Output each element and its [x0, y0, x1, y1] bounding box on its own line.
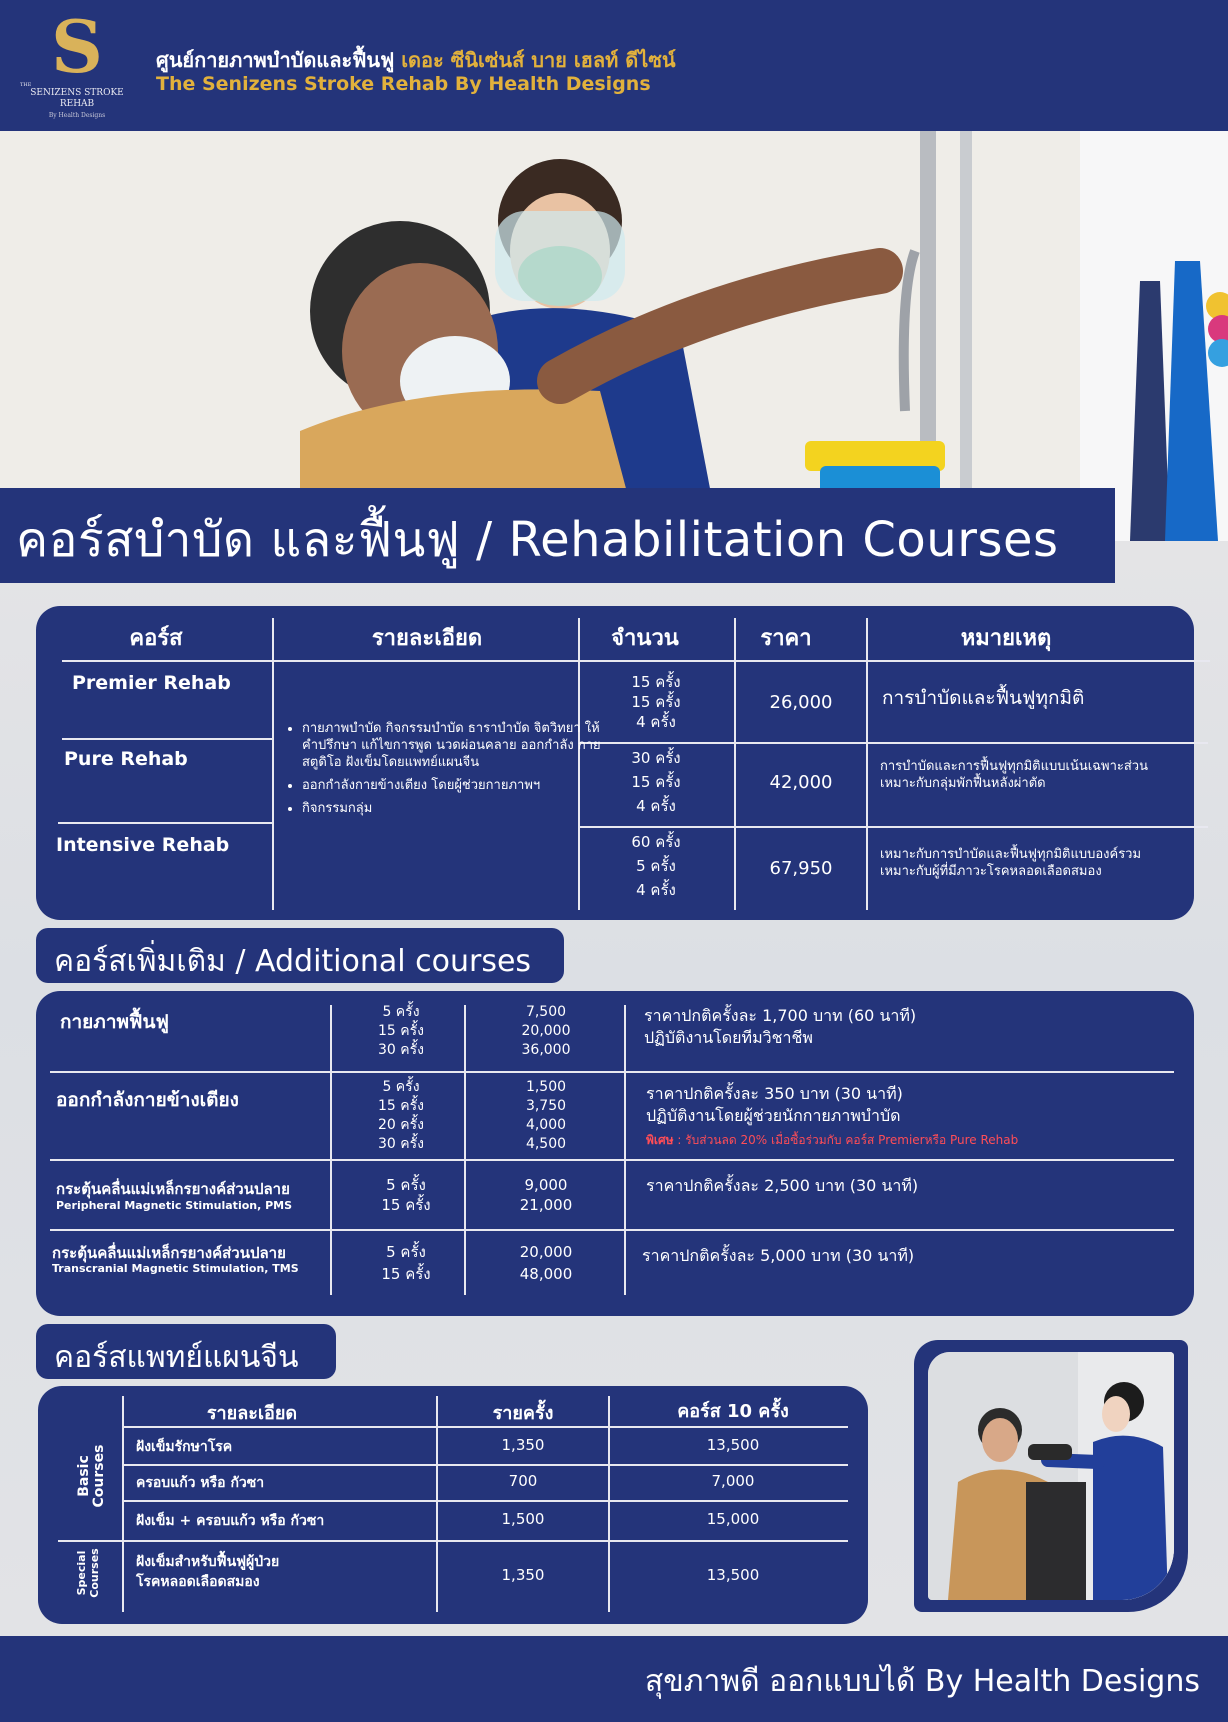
qty-value: 5 ครั้ง: [386, 1176, 426, 1194]
note-cell: การบำบัดและฟื้นฟูทุกมิติ: [882, 687, 1085, 709]
qty-value: 15 ครั้ง: [378, 1023, 424, 1039]
qty-value: 20 ครั้ง: [378, 1117, 424, 1133]
price-value: 4,000: [525, 1117, 567, 1133]
qty-value: 30 ครั้ง: [631, 749, 681, 767]
price-value: 20,000: [519, 1243, 573, 1261]
course-name-intensive: Intensive Rehab: [56, 834, 230, 856]
divider: [50, 1159, 1174, 1161]
tcm-photo-illustration: [928, 1352, 1174, 1600]
qty-cell: [616, 746, 696, 818]
qty-value: 15 ครั้ง: [381, 1196, 431, 1214]
divider: [62, 660, 1210, 662]
group-label-line: Courses: [91, 1444, 107, 1508]
col-header-price: ราคา: [760, 626, 812, 651]
group-label-line: Courses: [88, 1548, 101, 1598]
header-bar: [0, 0, 1228, 131]
note-cell: [646, 1083, 903, 1127]
price-value: 1,500: [525, 1079, 567, 1095]
hero-illustration: [0, 131, 1228, 541]
detail-item: • กิจกรรมกลุ่ม: [302, 800, 604, 817]
hero-photo: [0, 131, 1228, 541]
banner-title: คอร์สบำบัด และฟื้นฟู / Rehabilitation Courses: [16, 512, 1059, 568]
tcm-row-detail-line: โรคหลอดเลือดสมอง: [136, 1574, 260, 1590]
price-value: 20,000: [521, 1023, 571, 1039]
header-title-th-prefix: ศูนย์กายภาพบำบัดและฟื้นฟู: [156, 48, 402, 72]
qty-value: 4 ครั้ง: [636, 881, 676, 899]
course-name-premier: Premier Rehab: [72, 672, 231, 694]
rehab-courses-table: [36, 606, 1194, 920]
note-line: เหมาะกับผู้ที่มีภาวะโรคหลอดเลือดสมอง: [880, 864, 1102, 879]
qty-value: 15 ครั้ง: [631, 693, 681, 711]
per-visit-price: 1,350: [501, 1436, 545, 1454]
col-header-note: หมายเหตุ: [960, 626, 1052, 651]
group-label-line: Basic: [76, 1455, 92, 1497]
divider: [330, 1005, 332, 1295]
note-line: ราคาปกติครั้งละ 350 บาท (30 นาที): [646, 1084, 903, 1103]
additional-courses-tab: [36, 928, 564, 983]
per-visit-price: 700: [508, 1472, 538, 1490]
col-header-detail: รายละเอียด: [371, 626, 483, 651]
special-offer: [646, 1131, 1018, 1150]
tcm-courses-table: [38, 1386, 868, 1624]
price-cell: [496, 1078, 596, 1154]
divider: [58, 1540, 848, 1542]
price-cell: 67,950: [769, 858, 833, 879]
divider: [58, 822, 272, 824]
photo-frame: [914, 1340, 1188, 1612]
per-visit-price: 1,500: [501, 1510, 545, 1528]
additional-course-name: กายภาพฟื้นฟู: [60, 1011, 169, 1033]
course-name-pure: Pure Rehab: [64, 748, 188, 770]
divider: [464, 1005, 466, 1295]
note-cell: ราคาปกติครั้งละ 2,500 บาท (30 นาที): [646, 1176, 919, 1195]
price-cell: 42,000: [769, 772, 833, 793]
qty-cell: [616, 672, 696, 732]
qty-value: 15 ครั้ง: [378, 1098, 424, 1114]
qty-cell: [356, 1078, 446, 1154]
logo-brand: SENIZENS STROKE REHAB: [30, 88, 124, 109]
price-value: 21,000: [519, 1196, 573, 1214]
price-cell: 26,000: [769, 692, 833, 713]
tcm-courses-tab: [36, 1324, 336, 1379]
divider: [122, 1500, 848, 1502]
header-title-en: The Senizens Stroke Rehab By Health Designs: [156, 73, 651, 95]
additional-courses-table: [36, 991, 1194, 1316]
price-value: 3,750: [525, 1098, 567, 1114]
logo-mark: S: [51, 4, 103, 89]
tcm-row-detail: ฝังเข็ม + ครอบแก้ว หรือ กัวซา: [136, 1513, 325, 1529]
divider: [50, 1229, 1174, 1231]
divider: [50, 1071, 1174, 1073]
note-line: เหมาะกับการบำบัดและฟื้นฟูทุกมิติแบบองค์รวม: [880, 847, 1142, 862]
qty-value: 5 ครั้ง: [382, 1004, 420, 1020]
price-value: 9,000: [524, 1176, 568, 1194]
qty-value: 5 ครั้ง: [386, 1243, 426, 1261]
price-value: 4,500: [525, 1136, 567, 1152]
divider: [122, 1426, 848, 1428]
qty-cell: [366, 1175, 446, 1215]
additional-course-name: กระตุ้นคลื่นแม่เหล็กรยางค์ส่วนปลาย: [56, 1180, 290, 1198]
qty-cell: [616, 830, 696, 902]
additional-course-name-en: Peripheral Magnetic Stimulation, PMS: [56, 1199, 293, 1212]
divider: [624, 1005, 626, 1295]
tcm-row-detail-line: ฝังเข็มสำหรับฟื้นฟูผู้ป่วย: [136, 1554, 280, 1570]
course-10-price: 13,500: [706, 1566, 760, 1584]
price-cell: [496, 1241, 596, 1285]
qty-value: 30 ครั้ง: [378, 1042, 424, 1058]
tcm-photo: [928, 1352, 1174, 1600]
note-line: การบำบัดและการฟื้นฟูทุกมิติแบบเน้นเฉพาะส่วน: [880, 759, 1148, 774]
col-header-per-visit: รายครั้ง: [492, 1403, 554, 1424]
qty-value: 15 ครั้ง: [381, 1265, 431, 1283]
tcm-row-detail: ฝังเข็มรักษาโรค: [136, 1439, 233, 1455]
divider: [122, 1396, 124, 1612]
additional-course-name-en: Transcranial Magnetic Stimulation, TMS: [52, 1262, 299, 1275]
note-cell: ราคาปกติครั้งละ 5,000 บาท (30 นาที): [642, 1246, 915, 1265]
col-header-course-10: คอร์ส 10 ครั้ง: [677, 1401, 789, 1422]
price-cell: [496, 1175, 596, 1215]
course-10-price: 15,000: [706, 1510, 760, 1528]
footer-tagline: สุขภาพดี ออกแบบได้ By Health Designs: [644, 1664, 1200, 1699]
course-10-price: 7,000: [711, 1472, 755, 1490]
group-label-special: [75, 1543, 105, 1603]
qty-cell: [356, 1003, 446, 1060]
note-cell: [644, 1005, 916, 1049]
note-cell: [880, 846, 1141, 880]
detail-item: • กายภาพบำบัด กิจกรรมบำบัด ธาราบำบัด จิตวิทยา ให้คำปรึกษา แก้ไขการพูด นวดผ่อนคลาย ออกกำลัง กายสตูดิโอ ฝังเข็มโดยแพทย์แผนจีน: [302, 720, 604, 771]
header-title-th: [156, 44, 676, 76]
header-title-th-highlight: เดอะ ซีนิเซ่นส์ บาย เฮลท์ ดีไซน์: [401, 48, 676, 72]
note-line: ราคาปกติครั้งละ 1,700 บาท (60 นาที): [644, 1006, 917, 1025]
qty-value: 5 ครั้ง: [382, 1079, 420, 1095]
per-visit-price: 1,350: [501, 1566, 545, 1584]
course-details-list: [284, 720, 604, 823]
note-line: ปฏิบัติงานโดยผู้ช่วยนักกายภาพบำบัด: [646, 1106, 901, 1125]
qty-cell: [366, 1241, 446, 1285]
note-cell: [880, 758, 1148, 792]
course-10-price: 13,500: [706, 1436, 760, 1454]
divider: [578, 826, 1208, 828]
divider: [578, 742, 1208, 744]
special-offer-text: : รับส่วนลด 20% เมื่อซื้อร่วมกับ คอร์ส Premierหรือ Pure Rehab: [673, 1133, 1019, 1147]
additional-course-name: ออกกำลังกายข้างเตียง: [56, 1089, 239, 1111]
additional-course-name: กระตุ้นคลื่นแม่เหล็กรยางค์ส่วนปลาย: [52, 1244, 286, 1262]
group-label-line: Special: [75, 1550, 88, 1596]
price-cell: [496, 1003, 596, 1060]
col-header-detail: รายละเอียด: [206, 1403, 298, 1424]
price-value: 7,500: [525, 1004, 567, 1020]
qty-value: 4 ครั้ง: [636, 797, 676, 815]
price-value: 36,000: [521, 1042, 571, 1058]
divider: [62, 738, 272, 740]
group-label-basic: [77, 1431, 113, 1521]
col-header-course: คอร์ส: [129, 626, 183, 651]
qty-value: 15 ครั้ง: [631, 673, 681, 691]
logo-brand-small: THE: [20, 82, 32, 88]
special-offer-label: พิเศษ: [646, 1133, 674, 1147]
section-banner: [0, 488, 1115, 583]
note-line: เหมาะกับกลุ่มพักฟื้นหลังผ่าตัด: [880, 776, 1046, 791]
additional-courses-title: คอร์สเพิ่มเติม / Additional courses: [54, 944, 532, 979]
divider: [122, 1464, 848, 1466]
detail-item: • ออกกำลังกายข้างเตียง โดยผู้ช่วยกายภาพฯ: [302, 777, 604, 794]
tcm-row-detail: [136, 1552, 279, 1592]
qty-value: 15 ครั้ง: [631, 773, 681, 791]
logo-sub: By Health Designs: [48, 112, 106, 119]
price-value: 48,000: [519, 1265, 573, 1283]
qty-value: 60 ครั้ง: [631, 833, 681, 851]
qty-value: 4 ครั้ง: [636, 713, 676, 731]
tcm-courses-title: คอร์สแพทย์แผนจีน: [54, 1340, 299, 1375]
tcm-row-detail: ครอบแก้ว หรือ กัวซา: [136, 1475, 265, 1491]
qty-value: 5 ครั้ง: [636, 857, 676, 875]
footer-bar: [0, 1636, 1228, 1722]
qty-value: 30 ครั้ง: [378, 1136, 424, 1152]
col-header-qty: จำนวน: [611, 626, 679, 651]
note-line: ปฏิบัติงานโดยทีมวิชาชีพ: [644, 1028, 813, 1047]
logo: [16, 4, 138, 120]
